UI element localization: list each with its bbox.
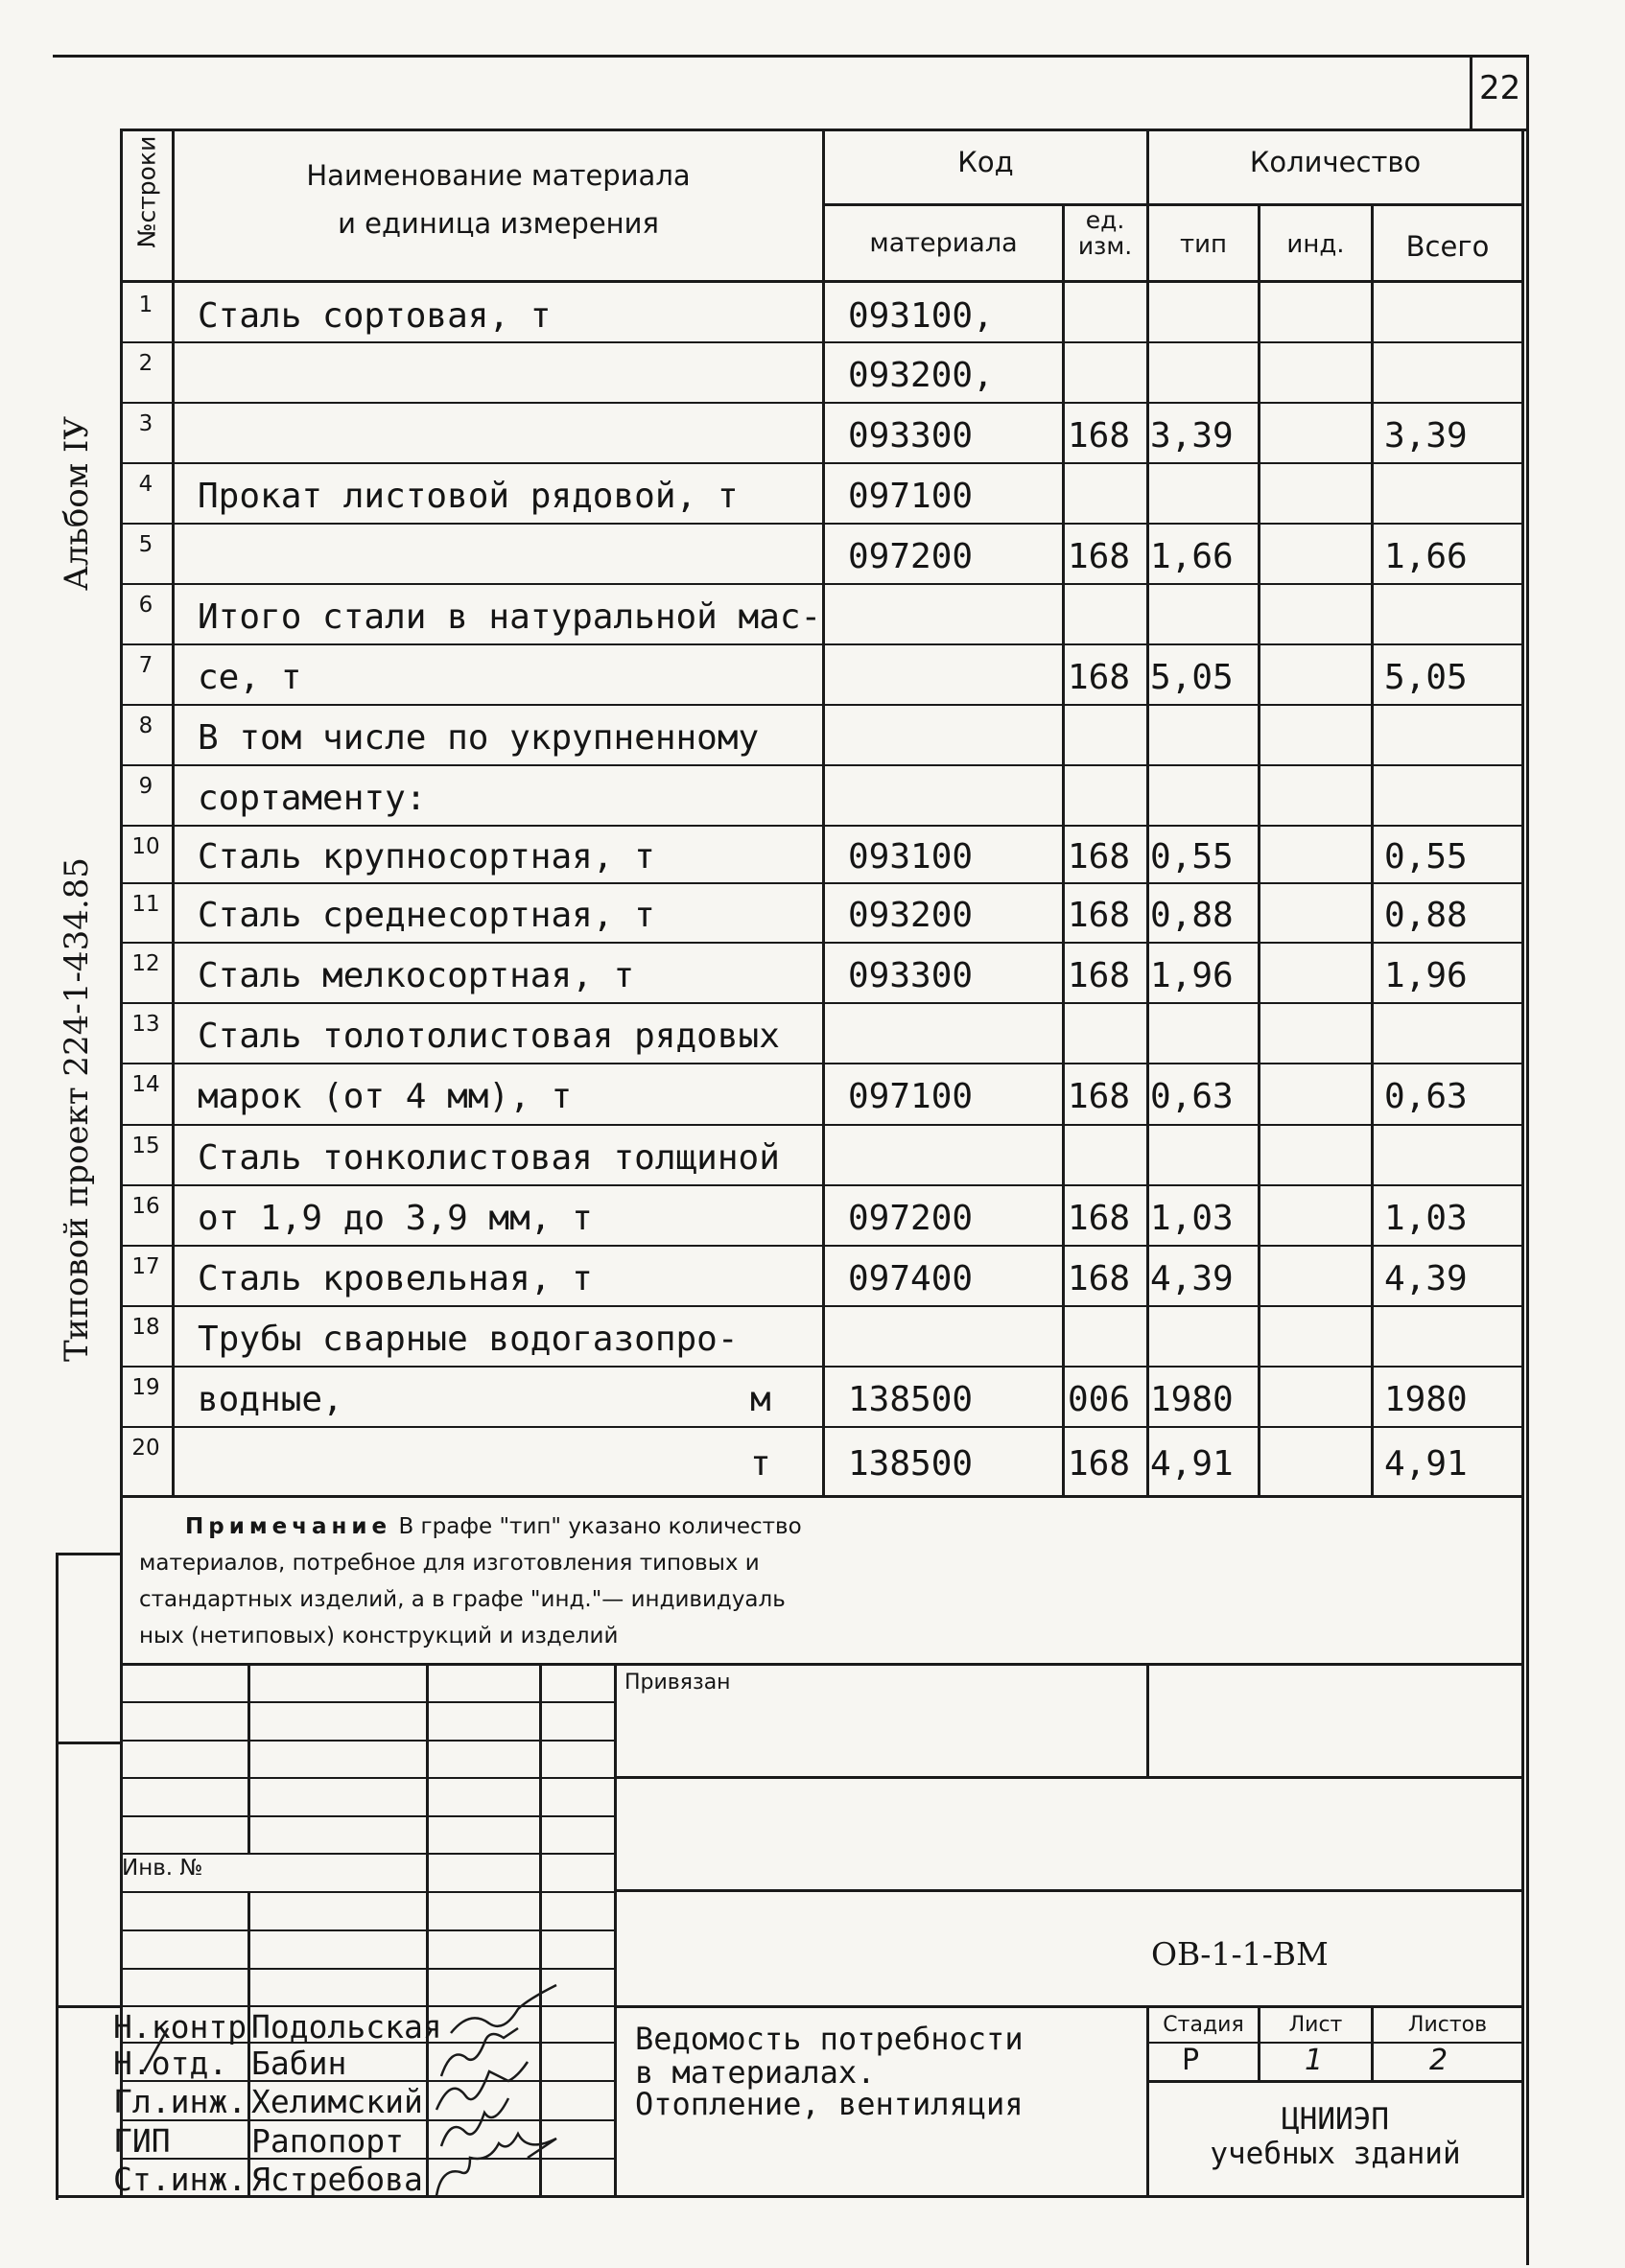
note-lead: Примечание [185, 1514, 392, 1539]
sheet-number: 22 [1479, 69, 1521, 107]
row-number: 12 [131, 951, 160, 976]
qty-type: 3,39 [1150, 416, 1234, 456]
row-number: 20 [131, 1436, 160, 1461]
qty-total: 4,39 [1384, 1259, 1468, 1298]
unit-code: 168 [1068, 896, 1131, 935]
signature-babin [441, 2028, 518, 2076]
row-number: 17 [131, 1254, 160, 1279]
material-name: Итого стали в натуральной мас- [198, 597, 822, 637]
staff-name: Рапопорт [251, 2122, 404, 2160]
qty-type: 4,91 [1150, 1444, 1234, 1484]
material-name: Сталь кровельная, т [198, 1259, 593, 1298]
unit-code: 168 [1068, 1199, 1131, 1238]
qty-total: 0,55 [1384, 837, 1468, 877]
row-number: 10 [131, 834, 160, 859]
unit-code: 168 [1068, 1259, 1131, 1298]
row-number: 16 [131, 1194, 160, 1219]
header-name-line2: и единица измерения [338, 207, 659, 240]
privyazan-label: Привязан [624, 1671, 731, 1695]
row-number: 8 [138, 713, 153, 738]
org-line2: учебных зданий [1210, 2137, 1461, 2171]
qty-type: 0,63 [1150, 1077, 1234, 1116]
unit-code: 168 [1068, 416, 1131, 456]
material-code: 093200, [848, 356, 994, 395]
staff-role: ГИП [113, 2122, 171, 2160]
unit-code: 006 [1068, 1380, 1131, 1419]
material-code: 093100 [848, 837, 974, 877]
staff-name: Подольская [251, 2008, 442, 2046]
material-name: Сталь тонколистовая толщиной [198, 1138, 780, 1178]
sheets-label: Листов [1407, 2013, 1488, 2037]
row-number: 9 [138, 774, 153, 799]
row-number: 15 [131, 1134, 160, 1158]
signature-babin-slash [144, 2028, 168, 2071]
title-line1: Ведомость потребности [635, 2021, 1024, 2057]
material-code: 093300 [848, 956, 974, 995]
unit-code: 168 [1068, 1444, 1131, 1484]
material-name: сортаменту: [198, 779, 427, 818]
header-qty-ind: инд. [1286, 230, 1345, 259]
material-name: водные, [198, 1380, 343, 1419]
material-code: 097400 [848, 1259, 974, 1298]
material-name: Сталь мелкосортная, т [198, 956, 635, 995]
qty-total: 4,91 [1384, 1444, 1468, 1484]
qty-type: 1,96 [1150, 956, 1234, 995]
row-number: 1 [138, 292, 153, 317]
material-code: 093100, [848, 296, 994, 336]
header-qty-total: Всего [1405, 230, 1490, 263]
note-text-line2: материалов, потребное для изготовления типовых и [139, 1551, 760, 1576]
qty-total: 5,05 [1384, 658, 1468, 697]
material-code: 093300 [848, 416, 974, 456]
qty-type: 4,39 [1150, 1259, 1234, 1298]
signature-podolskaya [451, 1985, 556, 2033]
header-name-line1: Наименование материала [306, 159, 691, 192]
material-code: 097100 [848, 477, 974, 516]
inv-no-label: Инв. № [122, 1856, 203, 1881]
row-number: 7 [138, 653, 153, 678]
material-name: Сталь среднесортная, т [198, 896, 655, 935]
header-code: Код [957, 146, 1014, 178]
header-quantity: Количество [1249, 146, 1422, 178]
signature-yastrebova [436, 2134, 556, 2196]
unit-code: 168 [1068, 956, 1131, 995]
material-code: 097200 [848, 537, 974, 576]
qty-total: 1,96 [1384, 956, 1468, 995]
album-label: Альбом IУ [58, 415, 96, 592]
qty-total: 1,66 [1384, 537, 1468, 576]
material-name: се, т [198, 658, 302, 697]
material-name: Сталь сортовая, т [198, 296, 552, 336]
material-name: Сталь толотолистовая рядовых [198, 1017, 780, 1056]
stage-label: Стадия [1163, 2013, 1244, 2037]
staff-name: Хелимский [251, 2083, 423, 2120]
material-name: Трубы сварные водогазопро- [198, 1320, 739, 1359]
staff-name: Бабин [251, 2045, 347, 2082]
staff-role: Н.отд. [113, 2045, 228, 2082]
document-designation: ОВ-1-1-ВМ [1151, 1935, 1329, 1973]
staff-role: Ст.инж. [113, 2161, 247, 2198]
note-text-line1: В графе "тип" указано количество [398, 1514, 802, 1539]
material-code: 138500 [848, 1444, 974, 1484]
row-number: 5 [138, 532, 153, 557]
row-number: 6 [138, 593, 153, 618]
staff-role: Гл.инж. [113, 2083, 247, 2120]
qty-type: 0,55 [1150, 837, 1234, 877]
row-number: 4 [138, 472, 153, 497]
qty-total: 0,88 [1384, 896, 1468, 935]
row-number: 11 [131, 892, 160, 917]
material-name: Сталь крупносортная, т [198, 837, 655, 877]
row-number: 19 [131, 1375, 160, 1400]
signature-rapoport [441, 2098, 508, 2146]
staff-role: Н.контр [113, 2008, 247, 2046]
header-qty-type: тип [1179, 230, 1228, 259]
org-line1: ЦНИИЭП [1282, 2102, 1389, 2137]
row-number: 2 [138, 351, 153, 376]
sheet-value: 1 [1305, 2044, 1324, 2077]
staff-name: Ястребова [251, 2161, 423, 2198]
qty-type: 1980 [1150, 1380, 1234, 1419]
qty-total: 1,03 [1384, 1199, 1468, 1238]
row-number: 18 [131, 1315, 160, 1340]
material-code: 097200 [848, 1199, 974, 1238]
material-code: 138500 [848, 1380, 974, 1419]
material-code: 097100 [848, 1077, 974, 1116]
qty-type: 5,05 [1150, 658, 1234, 697]
title-line2: в материалах. [635, 2054, 876, 2091]
header-code-material: материала [869, 228, 1018, 258]
qty-type: 1,66 [1150, 537, 1234, 576]
unit-suffix: м [750, 1380, 771, 1419]
signature-khelimsky [436, 2062, 528, 2110]
unit-code: 168 [1068, 837, 1131, 877]
unit-code: 168 [1068, 537, 1131, 576]
material-name: Прокат листовой рядовой, т [198, 477, 739, 516]
qty-type: 0,88 [1150, 896, 1234, 935]
unit-code: 168 [1068, 1077, 1131, 1116]
qty-total: 1980 [1384, 1380, 1468, 1419]
qty-total: 0,63 [1384, 1077, 1468, 1116]
unit-suffix: т [750, 1444, 771, 1484]
material-code: 093200 [848, 896, 974, 935]
material-name: марок (от 4 мм), т [198, 1077, 573, 1116]
sheets-value: 2 [1429, 2044, 1448, 2077]
header-code-unit: ед. изм. [1077, 206, 1133, 260]
qty-type: 1,03 [1150, 1199, 1234, 1238]
note-text-line4: ных (нетиповых) конструкций и изделий [139, 1624, 619, 1648]
note-text-line3: стандартных изделий, а в графе "инд."— индивидуаль [139, 1587, 786, 1612]
project-label: Типовой проект 224-1-434.85 [58, 857, 96, 1362]
stage-value: Р [1182, 2044, 1200, 2077]
row-number: 3 [138, 411, 153, 436]
material-name: от 1,9 до 3,9 мм, т [198, 1199, 593, 1238]
row-number: 14 [131, 1072, 160, 1097]
qty-total: 3,39 [1384, 416, 1468, 456]
title-line3: Отопление, вентиляция [635, 2086, 1024, 2122]
row-number: 13 [131, 1012, 160, 1037]
material-name: В том числе по укрупненному [198, 718, 760, 758]
unit-code: 168 [1068, 658, 1131, 697]
header-row-no: №строки [132, 135, 161, 248]
sheet-label: Лист [1288, 2013, 1343, 2037]
